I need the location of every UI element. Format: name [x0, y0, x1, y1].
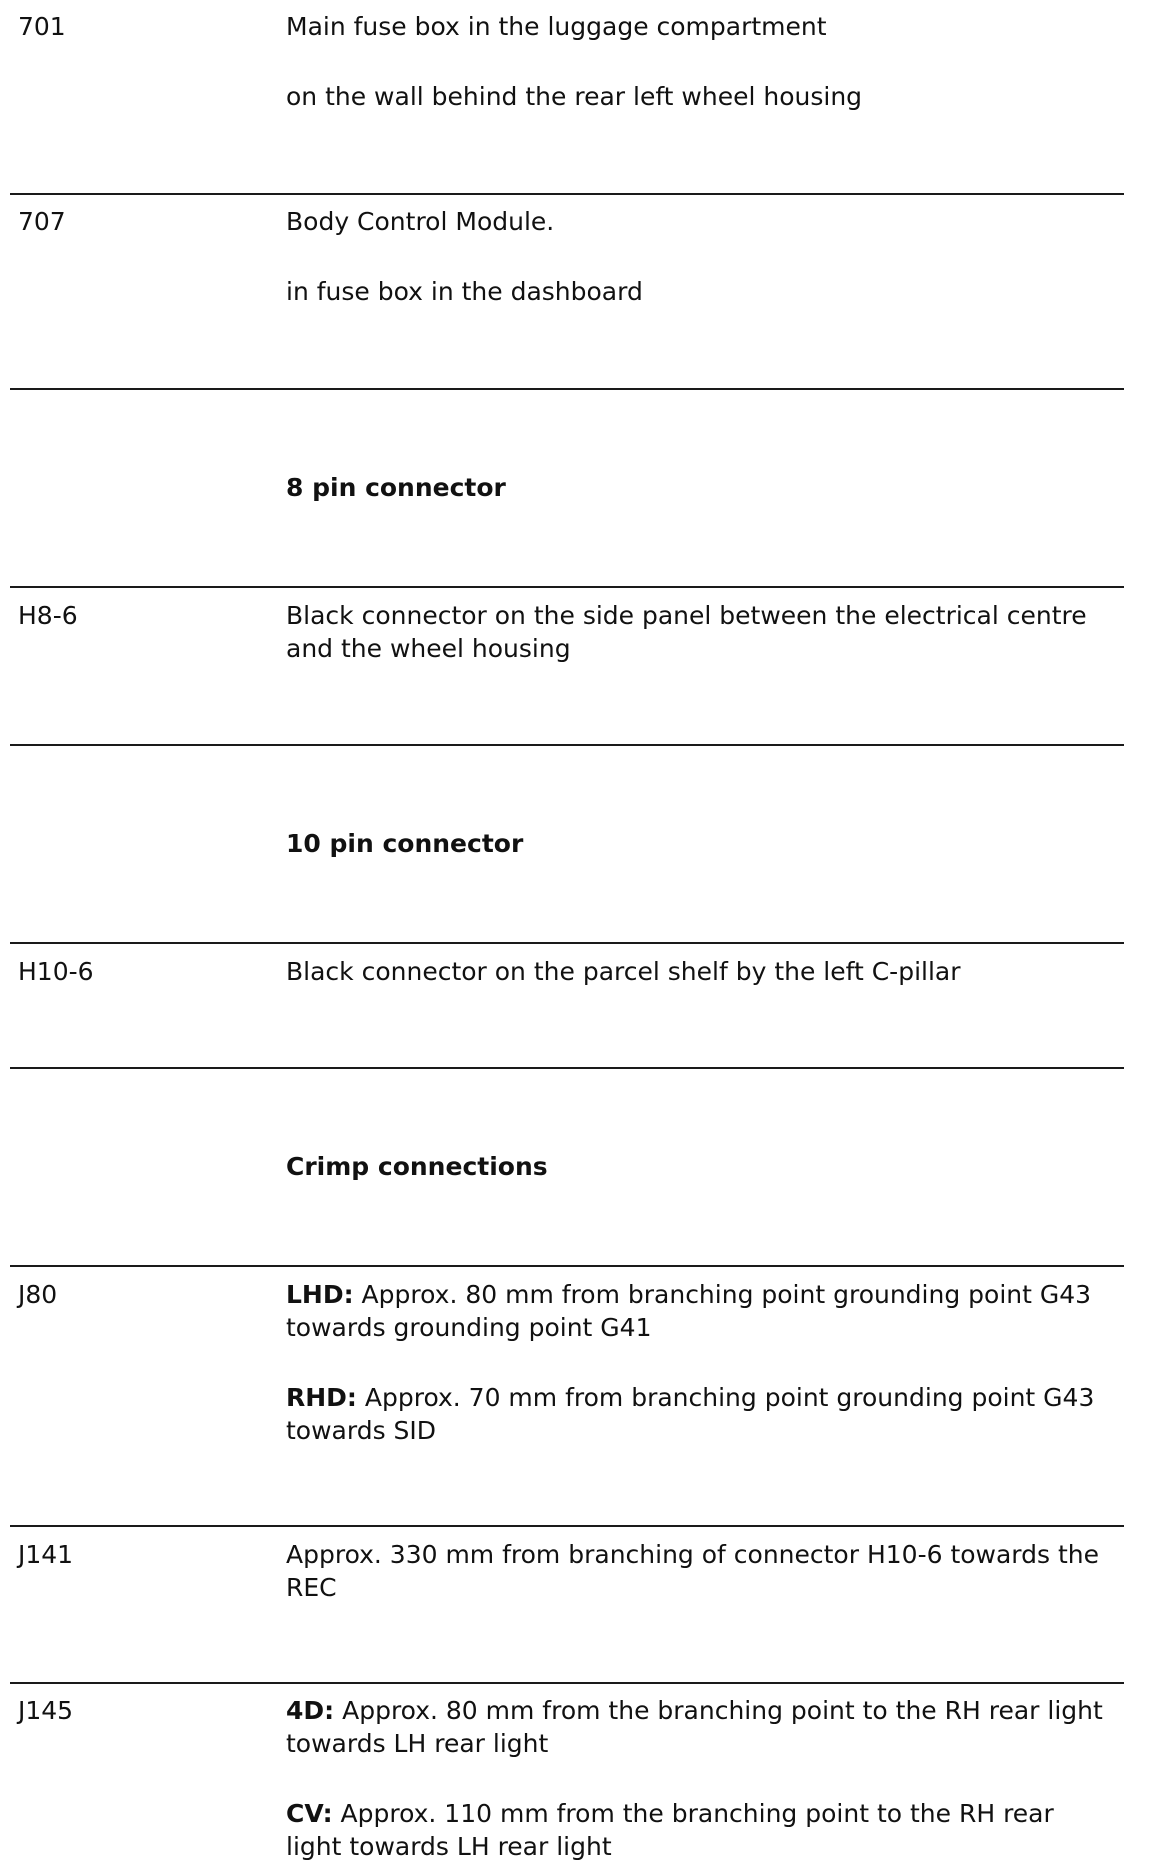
row-divider [10, 1682, 1124, 1684]
description-line: in fuse box in the dashboard [286, 277, 643, 306]
row-description-707 [286, 205, 1116, 308]
row-description-h8-6 [286, 599, 1116, 665]
row-description-h10-6 [286, 955, 1116, 988]
variant-text: Approx. 70 mm from branching point grounding point G43 towards SID [286, 1383, 1095, 1445]
variant-label: 4D: [286, 1696, 335, 1725]
row-divider [10, 388, 1124, 390]
description-line: Black connector on the parcel shelf by the left C-pillar [286, 957, 961, 986]
row-divider [10, 193, 1124, 195]
row-description-j141 [286, 1538, 1116, 1604]
variant-label: CV: [286, 1799, 333, 1828]
row-code-h8-6: H8-6 [18, 601, 78, 630]
description-paragraph [286, 1381, 1116, 1447]
description-line: Body Control Module. [286, 207, 555, 236]
row-description-j80 [286, 1278, 1116, 1447]
row-code-j141: J141 [18, 1540, 74, 1569]
row-code-j145: J145 [18, 1696, 74, 1725]
row-code-h10-6: H10-6 [18, 957, 94, 986]
variant-label: RHD: [286, 1383, 357, 1412]
description-line: on the wall behind the rear left wheel housing [286, 82, 863, 111]
description-paragraph [286, 1278, 1116, 1344]
section-heading-8-pin: 8 pin connector [286, 473, 506, 502]
row-divider [10, 1067, 1124, 1069]
row-divider [10, 1265, 1124, 1267]
section-heading-10-pin: 10 pin connector [286, 829, 524, 858]
row-description-j145 [286, 1694, 1116, 1863]
description-line: Approx. 330 mm from branching of connector H10-6 towards the REC [286, 1540, 1100, 1602]
section-heading-crimp: Crimp connections [286, 1152, 548, 1181]
description-paragraph [286, 1694, 1116, 1760]
row-divider [10, 744, 1124, 746]
row-description-701 [286, 10, 1116, 113]
description-line: Black connector on the side panel between the electrical centre and the wheel housing [286, 601, 1087, 663]
variant-text: Approx. 80 mm from the branching point to the RH rear light towards LH rear light [286, 1696, 1103, 1758]
row-divider [10, 942, 1124, 944]
variant-text: Approx. 110 mm from the branching point to the RH rear light towards LH rear light [286, 1799, 1054, 1861]
row-divider [10, 1525, 1124, 1527]
row-divider [10, 586, 1124, 588]
description-paragraph [286, 1797, 1116, 1863]
row-code-707: 707 [18, 207, 66, 236]
row-code-701: 701 [18, 12, 66, 41]
variant-label: LHD: [286, 1280, 354, 1309]
row-code-j80: J80 [18, 1280, 58, 1309]
description-line: Main fuse box in the luggage compartment [286, 12, 827, 41]
variant-text: Approx. 80 mm from branching point grounding point G43 towards grounding point G41 [286, 1280, 1092, 1342]
